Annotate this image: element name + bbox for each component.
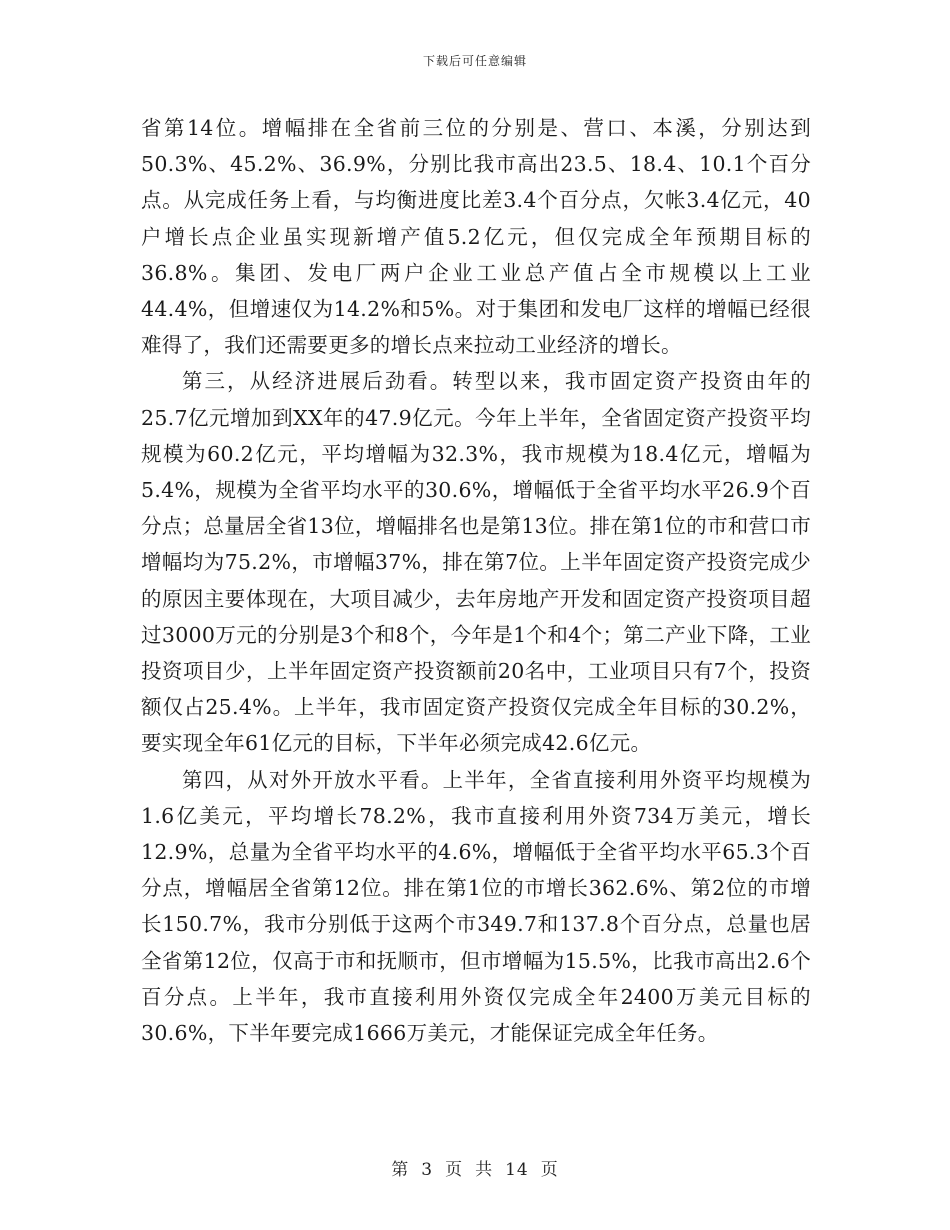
paragraph-continuation: 省第14位。增幅排在全省前三位的分别是、营口、本溪，分别达到50.3%、45.2%、36.9%，分别比我市高出23.5、18.4、10.1个百分点。从完成任务上看，与均衡进度比差3.4个百分点，欠帐3.4亿元，40户增长点企业虽实现新增产值5.2亿元，但仅完成全年预期目标的36.8%。集团、发电厂两户企业工业总产值占全市规模以上工业44.4%，但增速仅为14.2%和5%。对于集团和发电厂这样的增幅已经很难得了，我们还需要更多的增长点来拉动工业经济的增长。 [141,116,811,358]
footer-label-page-unit: 页 [445,1160,464,1180]
total-page-count: 14 [505,1160,529,1180]
page-footer [0,1155,950,1180]
paragraph-fourth-point: 第四，从对外开放水平看。上半年，全省直接利用外资平均规模为1.6亿美元，平均增长78.2%，我市直接利用外资734万美元，增长12.9%，总量为全省平均水平的4.6%，增幅低于全省平均水平65.3个百分点，增幅居全省第12位。排在第1位的市增长362.6%、第2位的市增长150.7%，我市分别低于这两个市349.7和137.8个百分点，总量也居全省第12位，仅高于市和抚顺市，但市增幅为15.5%，比我市高出2.6个百分点。上半年，我市直接利用外资仅完成全年2400万美元目标的30.6%，下半年要完成1666万美元，才能保证完成全年任务。 [141,767,811,1046]
document-body [141,110,811,1051]
footer-label-total-unit: 页 [540,1160,559,1180]
current-page-number: 3 [421,1160,434,1180]
paragraph-third-point: 第三，从经济进展后劲看。转型以来，我市固定资产投资由年的25.7亿元增加到XX年的47.9亿元。今年上半年，全省固定资产投资平均规模为60.2亿元，平均增幅为32.3%，我市规模为18.4亿元，增幅为5.4%，规模为全省平均水平的30.6%，增幅低于全省平均水平26.9个百分点；总量居全省13位，增幅排名也是第13位。排在第1位的市和营口市增幅均为75.2%，市增幅37%，排在第7位。上半年固定资产投资完成少的原因主要体现在，大项目减少，去年房地产开发和固定资产投资项目超过3000万元的分别是3个和8个，今年是1个和4个；第二产业下降，工业投资项目少，上半年固定资产投资额前20名中，工业项目只有7个，投资额仅占25.4%。上半年，我市固定资产投资仅完成全年目标的30.2%，要实现全年61亿元的目标，下半年必须完成42.6亿元。 [141,369,811,756]
footer-label-total: 共 [475,1160,494,1180]
page-header: 下载后可任意编辑 [422,54,527,68]
footer-label-page: 第 [391,1160,410,1180]
